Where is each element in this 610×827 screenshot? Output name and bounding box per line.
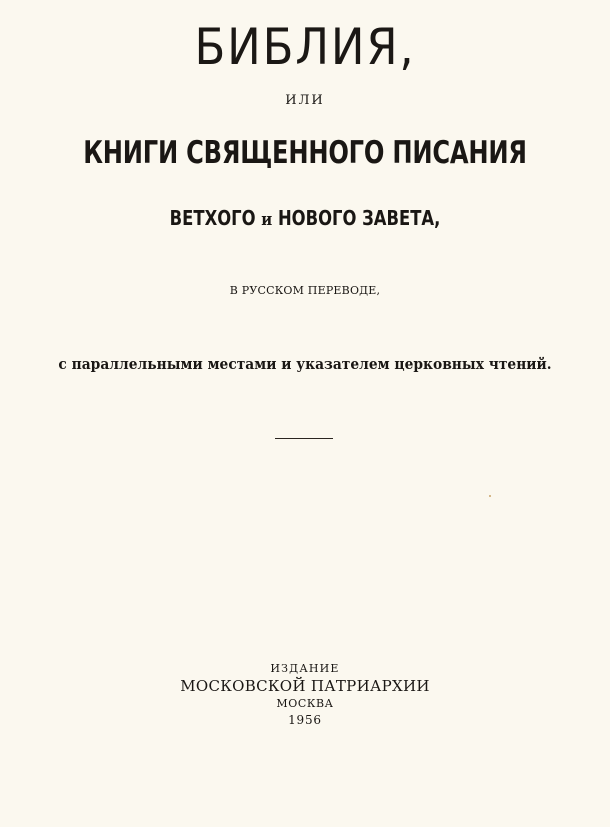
imprint-year: 1956 [288,713,322,727]
parallel-places-note: с параллельными местами и указателем церковных чтений. [58,355,552,373]
imprint-publisher: МОСКОВСКОЙ ПАТРИАРХИИ [180,677,430,695]
imprint-edition: ИЗДАНИЕ [270,662,340,675]
testament-conjunction: и [261,209,273,230]
old-testament: ВЕТХОГО [169,206,256,230]
book-title: БИБЛИЯ, [194,18,416,76]
translation-note: В РУССКОМ ПЕРЕВОДЕ, [229,284,381,297]
new-testament: НОВОГО ЗАВЕТА, [277,206,441,230]
paper-speck [489,495,491,497]
testaments-line [55,204,555,234]
books-heading: КНИГИ СВЯЩЕННОГО ПИСАНИЯ [83,135,527,171]
title-connector: ИЛИ [285,93,325,108]
divider-rule [275,438,333,439]
imprint-city: МОСКВА [276,697,334,710]
